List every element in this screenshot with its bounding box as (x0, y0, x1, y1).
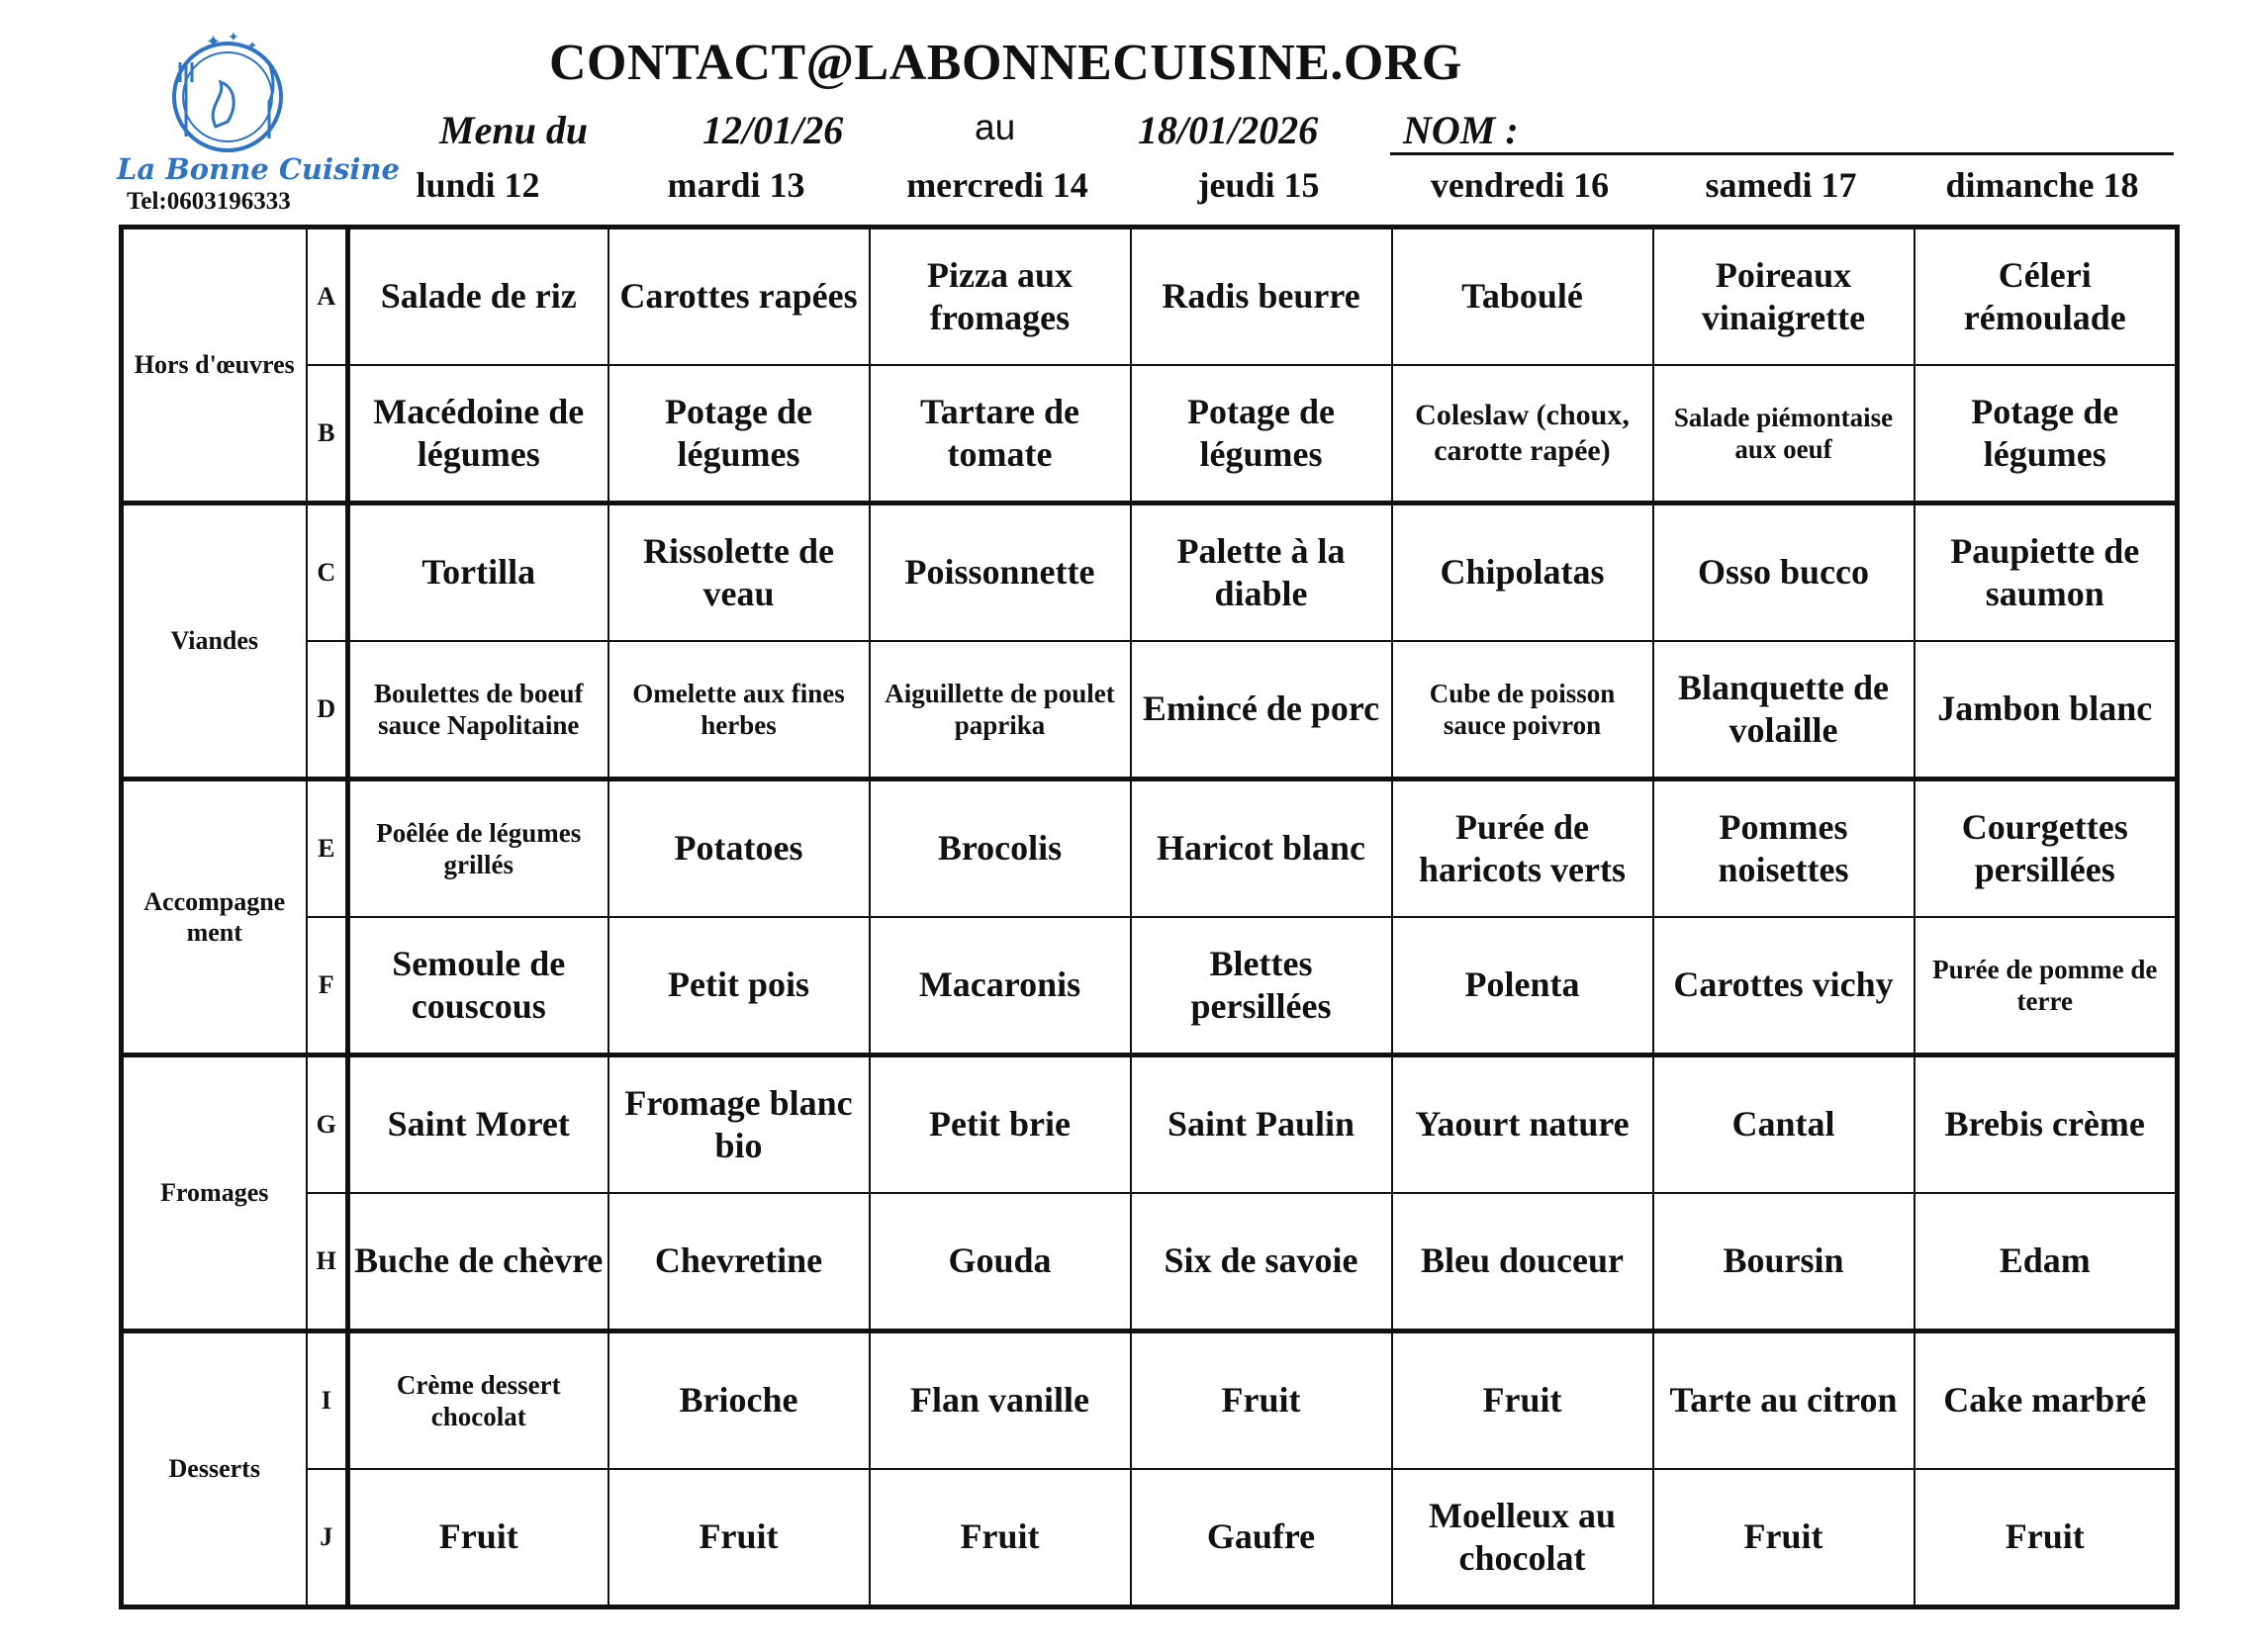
dish-cell: Poêlée de légumes grillés (348, 780, 608, 918)
menu-du-label: Menu du (439, 108, 589, 152)
logo-name: La Bonne Cuisine (117, 152, 400, 186)
dish-cell: Polenta (1392, 917, 1653, 1055)
dish-cell: Six de savoie (1131, 1193, 1392, 1331)
table-row (122, 1469, 2178, 1607)
phone-number: Tel:0603196333 (127, 188, 291, 215)
dish-cell: Blettes persillées (1131, 917, 1392, 1055)
row-letter: J (307, 1469, 348, 1607)
dish-cell: Palette à la diable (1131, 504, 1392, 642)
table-row (122, 641, 2178, 780)
table-row (122, 228, 2178, 366)
dish-cell: Haricot blanc (1131, 780, 1392, 918)
dish-cell: Chipolatas (1392, 504, 1653, 642)
day-header: mardi 13 (667, 165, 805, 205)
svg-text:✦: ✦ (247, 39, 258, 52)
day-header: lundi 12 (416, 165, 540, 205)
dish-cell: Petit brie (870, 1055, 1131, 1194)
dish-cell: Fromage blanc bio (608, 1055, 870, 1194)
nom-underline[interactable] (1390, 152, 2174, 155)
dish-cell: Poissonnette (870, 504, 1131, 642)
dish-cell: Cake marbré (1915, 1331, 2178, 1470)
table-row (122, 1193, 2178, 1331)
dish-cell: Chevretine (608, 1193, 870, 1331)
dish-cell: Macédoine de légumes (348, 365, 608, 504)
dish-cell: Rissolette de veau (608, 504, 870, 642)
dish-cell: Edam (1915, 1193, 2178, 1331)
date-from: 12/01/26 (702, 108, 844, 152)
dish-cell: Omelette aux fines herbes (608, 641, 870, 780)
table-row (122, 365, 2178, 504)
dish-cell: Tartare de tomate (870, 365, 1131, 504)
dish-cell: Gouda (870, 1193, 1131, 1331)
dish-cell: Tarte au citron (1653, 1331, 1915, 1470)
dish-cell: Gaufre (1131, 1469, 1392, 1607)
logo (117, 28, 400, 186)
dish-cell: Potatoes (608, 780, 870, 918)
dish-cell: Pizza aux fromages (870, 228, 1131, 366)
dish-cell: Carottes rapées (608, 228, 870, 366)
row-letter: B (307, 365, 348, 504)
dish-cell: Bleu douceur (1392, 1193, 1653, 1331)
table-row (122, 780, 2178, 918)
dish-cell: Coleslaw (choux, carotte rapée) (1392, 365, 1653, 504)
dish-cell: Flan vanille (870, 1331, 1131, 1470)
dish-cell: Moelleux au chocolat (1392, 1469, 1653, 1607)
dish-cell: Potage de légumes (608, 365, 870, 504)
contact-email[interactable]: CONTACT@LABONNECUISINE.ORG (549, 35, 1462, 91)
dish-cell: Radis beurre (1131, 228, 1392, 366)
dish-cell: Yaourt nature (1392, 1055, 1653, 1194)
row-letter: A (307, 228, 348, 366)
category-label: Fromages (122, 1055, 307, 1331)
chef-logo-icon (166, 28, 295, 156)
category-label: Accompagne ment (122, 780, 307, 1055)
dish-cell: Pommes noisettes (1653, 780, 1915, 918)
dish-cell: Aiguillette de poulet paprika (870, 641, 1131, 780)
dish-cell: Salade de riz (348, 228, 608, 366)
category-label: Desserts (122, 1331, 307, 1607)
dish-cell: Crème dessert chocolat (348, 1331, 608, 1470)
table-row (122, 1331, 2178, 1470)
dish-cell: Courgettes persillées (1915, 780, 2178, 918)
dish-cell: Paupiette de saumon (1915, 504, 2178, 642)
dish-cell: Fruit (1131, 1331, 1392, 1470)
dish-cell: Buche de chèvre (348, 1193, 608, 1331)
row-letter: C (307, 504, 348, 642)
category-label: Hors d'œuvres (122, 228, 307, 504)
dish-cell: Fruit (608, 1469, 870, 1607)
dish-cell: Fruit (348, 1469, 608, 1607)
dish-cell: Purée de haricots verts (1392, 780, 1653, 918)
dish-cell: Emincé de porc (1131, 641, 1392, 780)
menu-table (119, 225, 2180, 1609)
dish-cell: Carottes vichy (1653, 917, 1915, 1055)
category-label: Viandes (122, 504, 307, 780)
dish-cell: Brocolis (870, 780, 1131, 918)
dish-cell: Purée de pomme de terre (1915, 917, 2178, 1055)
row-letter: E (307, 780, 348, 918)
table-row (122, 1055, 2178, 1194)
dish-cell: Semoule de couscous (348, 917, 608, 1055)
dish-cell: Boursin (1653, 1193, 1915, 1331)
nom-label: NOM : (1403, 108, 1519, 152)
dish-cell: Salade piémontaise aux oeuf (1653, 365, 1915, 504)
dish-cell: Potage de légumes (1915, 365, 2178, 504)
dish-cell: Saint Moret (348, 1055, 608, 1194)
row-letter: D (307, 641, 348, 780)
dish-cell: Taboulé (1392, 228, 1653, 366)
dish-cell: Fruit (1392, 1331, 1653, 1470)
table-row (122, 917, 2178, 1055)
row-letter: G (307, 1055, 348, 1194)
row-letter: F (307, 917, 348, 1055)
day-headers (350, 164, 2173, 206)
dish-cell: Brebis crème (1915, 1055, 2178, 1194)
day-header: mercredi 14 (906, 165, 1088, 205)
dish-cell: Poireaux vinaigrette (1653, 228, 1915, 366)
day-header: samedi 17 (1705, 165, 1857, 205)
day-header: vendredi 16 (1430, 165, 1610, 205)
dish-cell: Saint Paulin (1131, 1055, 1392, 1194)
dish-cell: Céleri rémoulade (1915, 228, 2178, 366)
date-to: 18/01/2026 (1138, 108, 1319, 152)
row-letter: H (307, 1193, 348, 1331)
dish-cell: Potage de légumes (1131, 365, 1392, 504)
dish-cell: Fruit (1653, 1469, 1915, 1607)
dish-cell: Brioche (608, 1331, 870, 1470)
dish-cell: Boulettes de boeuf sauce Napolitaine (348, 641, 608, 780)
table-row (122, 504, 2178, 642)
day-header: dimanche 18 (1945, 165, 2139, 205)
dish-cell: Macaronis (870, 917, 1131, 1055)
svg-text:✦: ✦ (228, 30, 239, 46)
day-header: jeudi 15 (1197, 165, 1320, 205)
row-letter: I (307, 1331, 348, 1470)
dish-cell: Osso bucco (1653, 504, 1915, 642)
dish-cell: Tortilla (348, 504, 608, 642)
dish-cell: Petit pois (608, 917, 870, 1055)
dish-cell: Jambon blanc (1915, 641, 2178, 780)
dish-cell: Fruit (870, 1469, 1131, 1607)
dish-cell: Blanquette de volaille (1653, 641, 1915, 780)
dish-cell: Cantal (1653, 1055, 1915, 1194)
dish-cell: Fruit (1915, 1469, 2178, 1607)
dish-cell: Cube de poisson sauce poivron (1392, 641, 1653, 780)
svg-text:✦: ✦ (206, 32, 222, 52)
au-label: au (975, 107, 1016, 147)
